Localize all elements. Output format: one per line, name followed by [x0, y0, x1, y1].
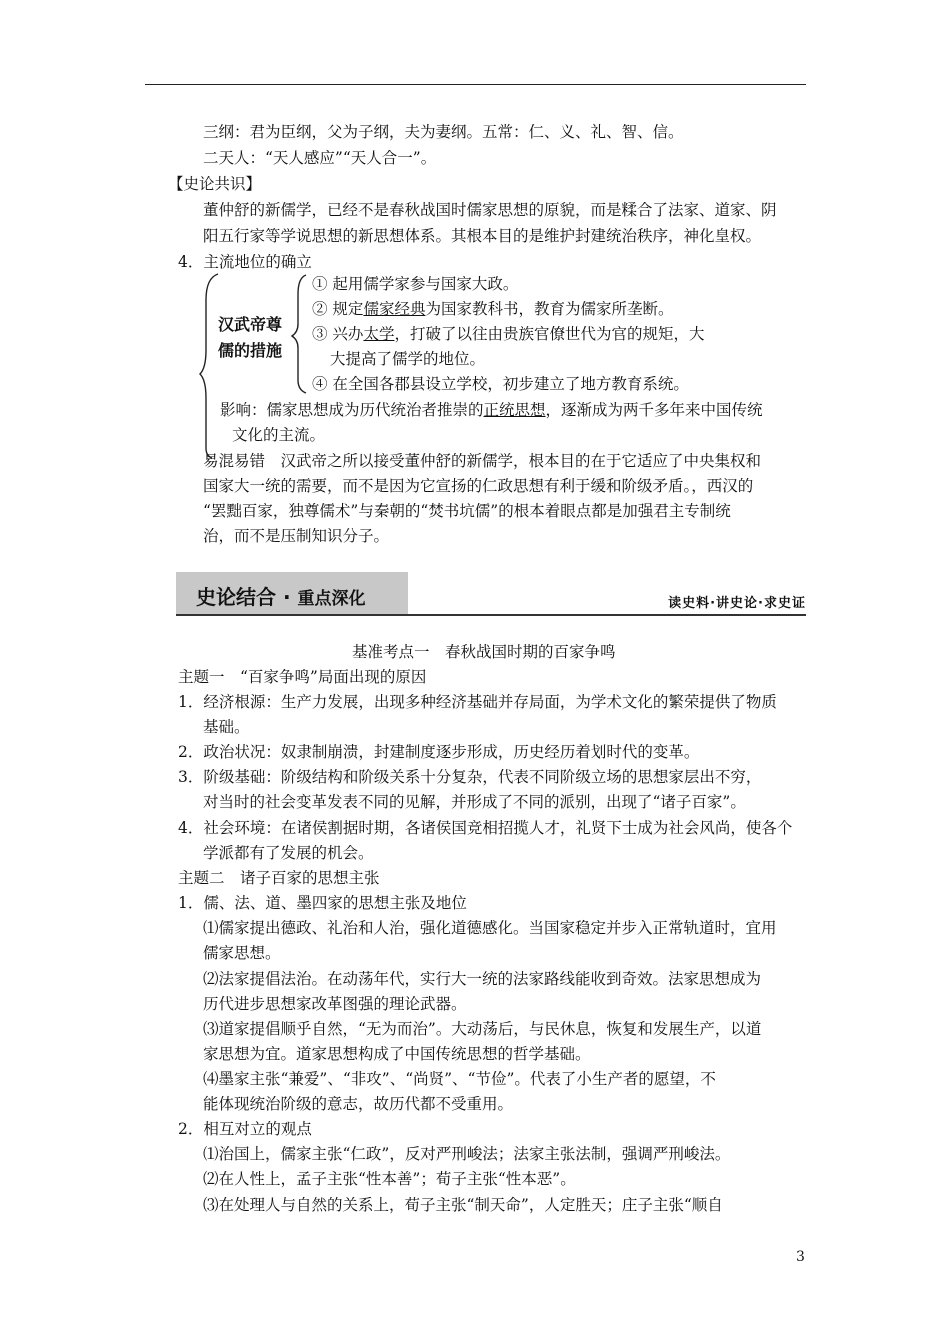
- measure-3: [312, 323, 704, 345]
- impact-post: ，逐渐成为两千多年来中国传统: [545, 401, 763, 419]
- banner-title-dot: ·: [282, 585, 291, 609]
- outer-brace-icon: [198, 270, 222, 460]
- inner-brace-icon: [290, 272, 310, 396]
- theme1-heading: 主题一 “百家争鸣”局面出现的原因: [178, 668, 427, 686]
- measures-label-line2: 儒的措施: [218, 341, 283, 360]
- taoist-line2: 家思想为宜。道家思想构成了中国传统思想的哲学基础。: [203, 1045, 591, 1063]
- theme2-heading: 主题二 诸子百家的思想主张: [178, 869, 380, 887]
- measure-4: ④ 在全国各郡县设立学校，初步建立了地方教育系统。: [312, 375, 689, 393]
- measure-2-post: 为国家教科书，教育为儒家所垄断。: [425, 300, 674, 318]
- consensus-heading: 【史论共识】: [168, 175, 262, 193]
- measure-3-pre: ③ 兴办: [312, 325, 364, 343]
- measures-label: [218, 312, 282, 364]
- confucian-line1: ⑴儒家提出德政、礼治和人治，强化道德感化。当国家稳定并步入正常轨道时，宜用: [203, 919, 777, 937]
- theme1-item1-line2: 基础。: [203, 718, 250, 736]
- heaven-human-line: 二天人：“天人感应”“天人合一”。: [203, 149, 437, 167]
- item4-heading: 4．主流地位的确立: [178, 253, 312, 271]
- measure-2-pre: ② 规定: [312, 300, 364, 318]
- measure-3-post: ，打破了以往由贵族官僚世代为官的规矩，大: [394, 325, 705, 343]
- impact-continued: 文化的主流。: [232, 426, 326, 444]
- mohist-line1: ⑷墨家主张“兼爱”、“非攻”、“尚贤”、“节俭”。代表了小生产者的愿望，不: [203, 1070, 716, 1088]
- theme1-item4-line1: 4．社会环境：在诸侯割据时期，各诸侯国竞相招揽人才，礼贤下士成为社会风尚，使各个: [178, 819, 793, 837]
- impact-line: [220, 399, 763, 421]
- theme2-item1: 1．儒、法、道、墨四家的思想主张及地位: [178, 894, 467, 912]
- theme1-item2: 2．政治状况：奴隶制崩溃，封建制度逐步形成，历史经历着划时代的变革。: [178, 743, 700, 761]
- banner-slogan: 读史料·讲史论·求史证: [668, 596, 806, 611]
- opposing-view-3: ⑶在处理人与自然的关系上，荀子主张“制天命”，人定胜天；庄子主张“顺自: [203, 1196, 723, 1214]
- impact-underlined: 正统思想: [483, 401, 546, 419]
- confuse-line3: “罢黜百家，独尊儒术”与秦朝的“焚书坑儒”的根本着眼点都是加强君主专制统: [203, 502, 731, 520]
- confucian-line2: 儒家思想。: [203, 944, 281, 962]
- banner-title-sub: 重点深化: [297, 589, 366, 609]
- opposing-view-1: ⑴治国上，儒家主张“仁政”，反对严刑峻法；法家主张法制，强调严刑峻法。: [203, 1145, 731, 1163]
- measure-2: [312, 298, 673, 320]
- confuse-line2: 国家大一统的需要，而不是因为它宣扬的仁政思想有利于缓和阶级矛盾。，西汉的: [203, 477, 754, 495]
- header-rule: [145, 84, 806, 85]
- measure-2-underlined: 儒家经典: [363, 300, 426, 318]
- section-banner: [176, 572, 806, 618]
- banner-rule: [176, 614, 806, 616]
- consensus-paragraph-line2: 阳五行家等学说思想的新思想体系。其根本目的是维护封建统治秩序，神化皇权。: [203, 227, 762, 245]
- measure-3-underlined: 太学: [363, 325, 395, 343]
- banner-title-main: 史论结合: [196, 585, 276, 609]
- theme1-item1-line1: 1．经济根源：生产力发展，出现多种经济基础并存局面，为学术文化的繁荣提供了物质: [178, 693, 777, 711]
- three-bonds-five-constants: 三纲：君为臣纲，父为子纲，夫为妻纲。五常：仁、义、礼、智、信。: [203, 123, 684, 141]
- measure-3-continued: 大提高了儒学的地位。: [330, 350, 486, 368]
- legalist-line1: ⑵法家提倡法治。在动荡年代，实行大一统的法家路线能收到奇效。法家思想成为: [203, 970, 762, 988]
- theme1-item3-line2: 对当时的社会变革发表不同的见解，并形成了不同的派别，出现了“诸子百家”。: [203, 793, 746, 811]
- taoist-line1: ⑶道家提倡顺乎自然，“无为而治”。大动荡后，与民休息，恢复和发展生产，以道: [203, 1020, 762, 1038]
- measures-label-line1: 汉武帝尊: [218, 315, 283, 334]
- theme2-item2: 2．相互对立的观点: [178, 1120, 312, 1138]
- mohist-line2: 能体现统治阶级的意志，故历代都不受重用。: [203, 1095, 514, 1113]
- theme1-item4-line2: 学派都有了发展的机会。: [203, 844, 374, 862]
- section-center-title: 基准考点一 春秋战国时期的百家争鸣: [352, 643, 616, 661]
- opposing-view-2: ⑵在人性上，孟子主张“性本善”；荀子主张“性本恶”。: [203, 1170, 576, 1188]
- legalist-line2: 历代进步思想家改革图强的理论武器。: [203, 995, 467, 1013]
- measure-1: ① 起用儒学家参与国家大政。: [312, 275, 519, 293]
- theme1-item3-line1: 3．阶级基础：阶级结构和阶级关系十分复杂，代表不同阶级立场的思想家层出不穷，: [178, 768, 762, 786]
- confuse-line4: 治，而不是压制知识分子。: [203, 527, 390, 545]
- banner-title: [196, 581, 366, 610]
- page-number: 3: [796, 1249, 805, 1265]
- consensus-paragraph-line1: 董仲舒的新儒学，已经不是春秋战国时儒家思想的原貌，而是糅合了法家、道家、阴: [203, 201, 777, 219]
- impact-pre: 影响：儒家思想成为历代统治者推崇的: [220, 401, 484, 419]
- confuse-line1: 易混易错 汉武帝之所以接受董仲舒的新儒学，根本目的在于它适应了中央集权和: [203, 452, 762, 470]
